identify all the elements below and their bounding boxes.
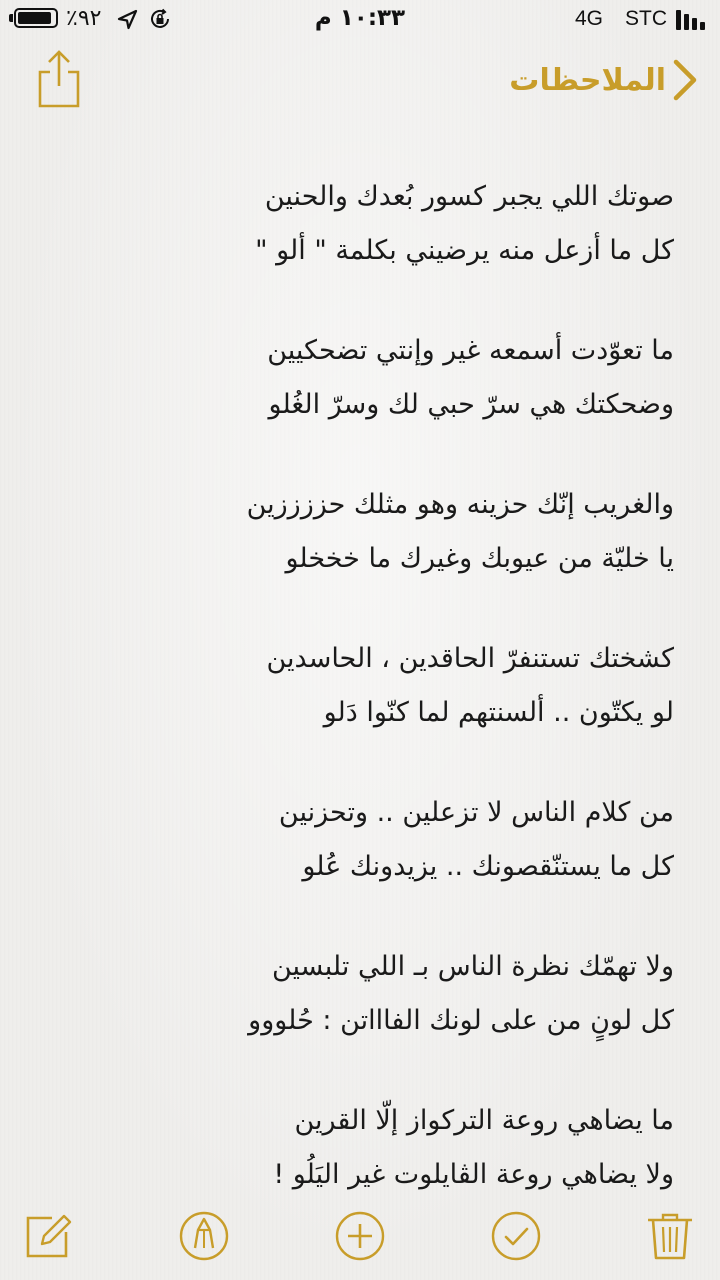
chevron-right-icon xyxy=(672,58,698,102)
note-line: والغريب إنّك حزينه وهو مثلك حززززين xyxy=(246,489,674,520)
clock: ١٠:٣٣ م xyxy=(314,5,406,31)
note-line: ما تعوّدت أسمعه غير وإنتي تضحكيين xyxy=(267,335,674,366)
bottom-toolbar xyxy=(0,1190,720,1280)
battery-nub xyxy=(9,14,13,22)
rotation-lock-icon xyxy=(148,7,172,31)
note-body[interactable] xyxy=(150,170,674,1248)
carrier-name: STC xyxy=(625,7,667,30)
note-line: من كلام الناس لا تزعلين .. وتحزنين xyxy=(278,797,674,828)
note-line: لو يكتّون .. ألسنتهم لما كنّوا دَلو xyxy=(323,697,674,728)
location-arrow-icon xyxy=(116,8,140,32)
checklist-button[interactable] xyxy=(490,1210,542,1262)
note-line: صوتك اللي يجبر كسور بُعدك والحنين xyxy=(264,181,674,212)
battery-fill xyxy=(18,12,51,24)
note-line: ولا تهمّك نظرة الناس بـ اللي تلبسين xyxy=(271,951,674,982)
back-label: الملاحظات xyxy=(509,62,666,98)
battery-percent: ٪٩٢ xyxy=(66,6,102,31)
network-type: 4G xyxy=(575,7,604,30)
markup-button[interactable] xyxy=(178,1210,230,1262)
note-stanza xyxy=(150,786,674,894)
note-line: ولا يضاهي روعة الڤايلوت غير اليَلُو ! xyxy=(273,1159,674,1190)
signal-bars-icon xyxy=(676,10,710,30)
back-button[interactable] xyxy=(509,56,698,104)
battery-icon xyxy=(14,8,58,28)
add-icon xyxy=(337,1213,383,1259)
note-stanza xyxy=(150,632,674,740)
note-line: ما يضاهي روعة التركواز إلّا القرين xyxy=(294,1105,674,1136)
status-bar xyxy=(0,0,720,40)
note-line: كل ما أزعل منه يرضيني بكلمة " ألو " xyxy=(255,235,674,266)
markup-icon xyxy=(181,1213,227,1259)
trash-icon xyxy=(648,1215,692,1258)
compose-button[interactable] xyxy=(22,1210,74,1262)
note-line: كل ما يستنّقصونك .. يزيدونك عُلو xyxy=(302,851,674,882)
checklist-icon xyxy=(493,1213,539,1259)
trash-button[interactable] xyxy=(644,1210,696,1262)
note-stanza xyxy=(150,1094,674,1202)
note-line: كشختك تستنفرّ الحاقدين ، الحاسدين xyxy=(266,643,674,674)
compose-icon xyxy=(28,1216,70,1256)
note-stanza xyxy=(150,324,674,432)
note-line: كل لونٍ من على لونك الفاااتن : حُلووو xyxy=(248,1005,674,1036)
share-icon xyxy=(40,52,78,106)
share-button[interactable] xyxy=(36,48,82,110)
note-stanza xyxy=(150,940,674,1048)
note-stanza xyxy=(150,170,674,278)
note-line: وضحكتك هي سرّ حبي لك وسرّ الغُلو xyxy=(268,389,674,420)
add-button[interactable] xyxy=(334,1210,386,1262)
note-line: يا خليّة من عيوبك وغيرك ما خخخلو xyxy=(285,543,674,574)
note-stanza xyxy=(150,478,674,586)
